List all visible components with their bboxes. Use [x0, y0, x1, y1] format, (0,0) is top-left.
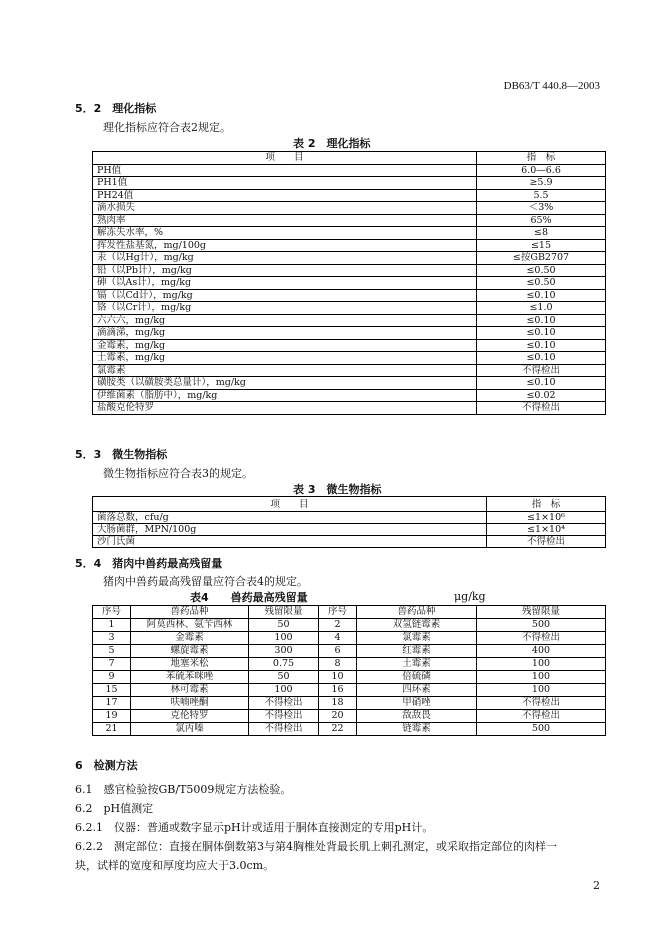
document-id: DB63/T 440.8—2003	[503, 80, 600, 92]
table-cell: 500	[477, 723, 606, 736]
column-header: 序号	[93, 606, 131, 619]
heading-6-2: 6.2 pH值测定	[75, 802, 154, 815]
cell-item: 挥发性盐基氮，mg/100g	[93, 239, 477, 252]
table-cell: 100	[477, 671, 606, 684]
paragraph-6-2-1: 6.2.1 仪器：普通或数字显示pH计或适用于胴体直接测定的专用pH计。	[75, 821, 434, 834]
table-cell: 21	[93, 723, 131, 736]
table-cell: 50	[249, 619, 319, 632]
table-cell: 红霉素	[357, 645, 477, 658]
section-text-5-3: 微生物指标应符合表3的规定。	[103, 467, 253, 480]
table-row	[93, 402, 606, 415]
table-cell: 2	[319, 619, 357, 632]
table-row	[93, 352, 606, 365]
table-4-unit: μg/kg	[454, 590, 486, 603]
table-4	[92, 605, 606, 736]
table-cell: 50	[249, 671, 319, 684]
table-row	[93, 302, 606, 315]
cell-value: 6.0—6.6	[477, 164, 606, 177]
cell-value: ≤8	[477, 227, 606, 240]
section-text-5-4: 猪肉中兽药最高残留量应符合表4的规定。	[103, 575, 308, 588]
cell-item: 六六六，mg/kg	[93, 314, 477, 327]
table-row	[93, 377, 606, 390]
table-4-caption: 表4 兽药最高残留量	[190, 591, 308, 604]
cell-value: ≤1.0	[477, 302, 606, 315]
table-cell: 9	[93, 671, 131, 684]
cell-item: PH1值	[93, 177, 477, 190]
table-row	[93, 227, 606, 240]
table-row	[93, 277, 606, 290]
table-row	[93, 289, 606, 302]
section-heading-5-4: 5．4 猪肉中兽药最高残留量	[75, 557, 223, 570]
column-header-value: 指 标	[487, 497, 606, 512]
cell-value: ＜3%	[477, 202, 606, 215]
cell-value: ≤0.50	[477, 264, 606, 277]
table-row	[93, 658, 606, 671]
table-cell: 不得检出	[249, 710, 319, 723]
table-cell: 氯霉素	[357, 632, 477, 645]
table-row	[93, 252, 606, 265]
table-cell: 0.75	[249, 658, 319, 671]
cell-value: 不得检出	[477, 402, 606, 415]
table-row	[93, 264, 606, 277]
table-cell: 不得检出	[477, 710, 606, 723]
cell-value: ≤1×10⁴	[487, 524, 606, 536]
cell-value: ≤0.10	[477, 339, 606, 352]
table-cell: 100	[249, 684, 319, 697]
table-cell: 100	[477, 658, 606, 671]
table-row	[93, 214, 606, 227]
table-row	[93, 619, 606, 632]
cell-item: 镉（以Cd计），mg/kg	[93, 289, 477, 302]
table-cell: 呋喃唑酮	[131, 697, 249, 710]
cell-value: ≤0.02	[477, 389, 606, 402]
table-row	[93, 632, 606, 645]
cell-item: 铬（以Cr计），mg/kg	[93, 302, 477, 315]
table-row	[93, 524, 606, 536]
section-heading-5-3: 5．3 微生物指标	[75, 448, 168, 461]
table-cell: 17	[93, 697, 131, 710]
column-header: 残留限量	[249, 606, 319, 619]
table-cell: 6	[319, 645, 357, 658]
cell-item: PH值	[93, 164, 477, 177]
cell-value: ≤1×10⁶	[487, 512, 606, 524]
table-row	[93, 239, 606, 252]
table-cell: 15	[93, 684, 131, 697]
section-heading-6: 6 检测方法	[75, 759, 138, 772]
table-cell: 克伦特罗	[131, 710, 249, 723]
table-cell: 100	[477, 684, 606, 697]
cell-item: 菌落总数，cfu/g	[93, 512, 487, 524]
cell-item: PH24值	[93, 189, 477, 202]
table-cell: 19	[93, 710, 131, 723]
table-cell: 敌敌畏	[357, 710, 477, 723]
table-cell: 双氢链霉素	[357, 619, 477, 632]
table-cell: 链霉素	[357, 723, 477, 736]
table-cell: 18	[319, 697, 357, 710]
cell-item: 滴滴涕，mg/kg	[93, 327, 477, 340]
table-cell: 7	[93, 658, 131, 671]
cell-value: ≥5.9	[477, 177, 606, 190]
table-cell: 不得检出	[249, 697, 319, 710]
paragraph-6-2-2-line1: 6.2.2 测定部位：直接在胴体倒数第3与第4胸椎处背最长肌上刺孔测定，或采取指定部位的肉样一	[75, 840, 557, 853]
table-row	[93, 339, 606, 352]
table-row	[93, 164, 606, 177]
table-row	[93, 202, 606, 215]
table-cell: 苯硫苯咪唑	[131, 671, 249, 684]
table-cell: 倍硫磷	[357, 671, 477, 684]
table-cell: 土霉素	[357, 658, 477, 671]
cell-value: ≤0.10	[477, 289, 606, 302]
table-cell: 10	[319, 671, 357, 684]
cell-value: 不得检出	[487, 536, 606, 548]
cell-item: 解冻失水率，%	[93, 227, 477, 240]
cell-value: ≤0.50	[477, 277, 606, 290]
cell-item: 氯霉素	[93, 364, 477, 377]
cell-item: 汞（以Hg计），mg/kg	[93, 252, 477, 265]
cell-value: ≤0.10	[477, 352, 606, 365]
table-row	[93, 645, 606, 658]
table-row	[93, 189, 606, 202]
table-cell: 林可霉素	[131, 684, 249, 697]
cell-item: 金霉素，mg/kg	[93, 339, 477, 352]
table-cell: 不得检出	[249, 723, 319, 736]
table-row	[93, 684, 606, 697]
table-cell: 不得检出	[477, 632, 606, 645]
table-cell: 16	[319, 684, 357, 697]
column-header: 兽药品种	[131, 606, 249, 619]
cell-value: 65%	[477, 214, 606, 227]
table-cell: 金霉素	[131, 632, 249, 645]
cell-value: ≤0.10	[477, 377, 606, 390]
cell-value: ≤0.10	[477, 327, 606, 340]
table-cell: 阿莫西林、氨苄西林	[131, 619, 249, 632]
table-row	[93, 389, 606, 402]
table-3-caption: 表 3 微生物指标	[293, 483, 382, 496]
table-row	[93, 671, 606, 684]
table-cell: 300	[249, 645, 319, 658]
column-header: 兽药品种	[357, 606, 477, 619]
cell-item: 沙门氏菌	[93, 536, 487, 548]
table-cell: 8	[319, 658, 357, 671]
table-cell: 氯丙嗪	[131, 723, 249, 736]
table-row	[93, 697, 606, 710]
table-row	[93, 327, 606, 340]
table-cell: 4	[319, 632, 357, 645]
table-3	[92, 496, 606, 548]
paragraph-6-2-2-line2: 块，试样的宽度和厚度均应大于3.0cm。	[75, 859, 275, 872]
column-header-item: 项 目	[93, 497, 487, 512]
cell-item: 大肠菌群，MPN/100g	[93, 524, 487, 536]
cell-item: 磺胺类（以磺胺类总量计），mg/kg	[93, 377, 477, 390]
table-cell: 20	[319, 710, 357, 723]
table-row	[93, 512, 606, 524]
table-cell: 螺旋霉素	[131, 645, 249, 658]
table-header-row	[93, 152, 606, 165]
table-cell: 甲硝唑	[357, 697, 477, 710]
page-number: 2	[593, 879, 600, 892]
table-row	[93, 177, 606, 190]
table-row	[93, 723, 606, 736]
table-cell: 不得检出	[477, 697, 606, 710]
column-header-item: 项 目	[93, 152, 477, 165]
table-row	[93, 314, 606, 327]
cell-item: 盐酸克伦特罗	[93, 402, 477, 415]
cell-value: ≤0.10	[477, 314, 606, 327]
cell-value: ≤15	[477, 239, 606, 252]
table-cell: 400	[477, 645, 606, 658]
table-2-caption: 表 2 理化指标	[293, 137, 371, 150]
cell-value: 不得检出	[477, 364, 606, 377]
table-cell: 1	[93, 619, 131, 632]
table-cell: 地塞米松	[131, 658, 249, 671]
table-cell: 22	[319, 723, 357, 736]
table-cell: 3	[93, 632, 131, 645]
column-header: 序号	[319, 606, 357, 619]
table-row	[93, 536, 606, 548]
cell-item: 砷（以As计），mg/kg	[93, 277, 477, 290]
table-cell: 100	[249, 632, 319, 645]
table-header-row	[93, 497, 606, 512]
cell-item: 熟肉率	[93, 214, 477, 227]
table-cell: 5	[93, 645, 131, 658]
column-header: 残留限量	[477, 606, 606, 619]
table-row	[93, 364, 606, 377]
cell-item: 滴水损失	[93, 202, 477, 215]
table-header-row	[93, 606, 606, 619]
table-cell: 四环素	[357, 684, 477, 697]
cell-item: 伊维菌素（脂肪中），mg/kg	[93, 389, 477, 402]
cell-value: 5.5	[477, 189, 606, 202]
section-heading-5-2: 5．2 理化指标	[75, 102, 157, 115]
table-row	[93, 710, 606, 723]
column-header-value: 指 标	[477, 152, 606, 165]
cell-item: 铅（以Pb计），mg/kg	[93, 264, 477, 277]
table-2	[92, 151, 606, 415]
cell-value: ≤按GB2707	[477, 252, 606, 265]
section-text-5-2: 理化指标应符合表2规定。	[103, 121, 231, 134]
paragraph-6-1: 6.1 感官检验按GB/T5009规定方法检验。	[75, 783, 292, 796]
cell-item: 土霉素，mg/kg	[93, 352, 477, 365]
table-cell: 500	[477, 619, 606, 632]
